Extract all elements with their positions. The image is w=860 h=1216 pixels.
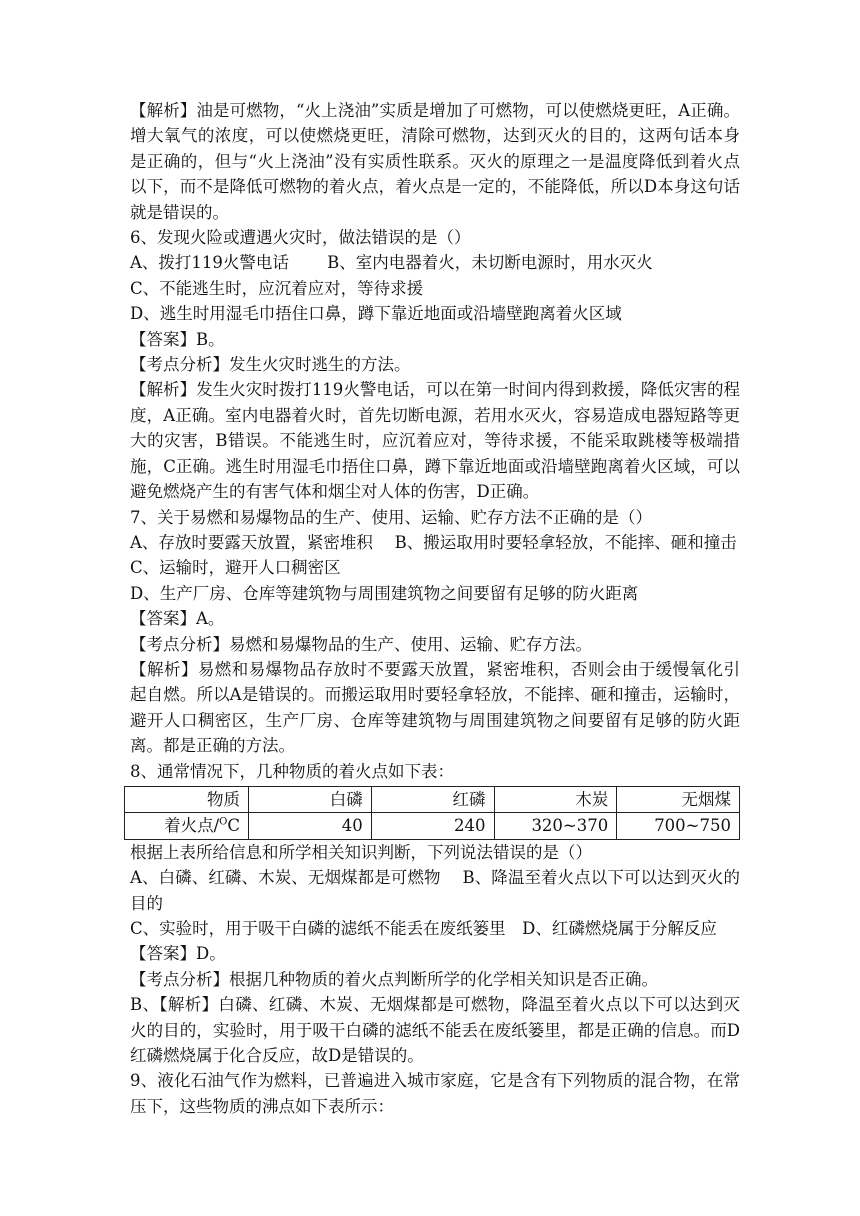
table-row-ignition-point xyxy=(125,813,740,839)
q6-point: 【考点分析】发生火灾时逃生的方法。 xyxy=(130,355,411,375)
q7-option-c: C、运输时，避开人口稠密区 xyxy=(130,558,341,578)
table-cell-charcoal: 木炭 xyxy=(494,786,617,812)
q6-option-d: D、逃生时用湿毛巾捂住口鼻，蹲下靠近地面或沿墙壁跑离着火区域 xyxy=(130,304,622,324)
ignition-point-label: 着火点/ xyxy=(164,816,220,836)
q7-analysis: 【解析】易燃和易爆物品存放时不要露天放置，紧密堆积，否则会由于缓慢氧化引起自燃。所以A是错误的。而搬运取用时要轻拿轻放，不能摔、砸和撞击，运输时，避开人口稠密区，生产厂房、仓库等建筑物与周围建筑物之间要留有足够的防火距离。都是正确的方法。 xyxy=(130,659,740,756)
unit-superscript: O xyxy=(219,816,228,828)
table-value-red-phosphorus: 240 xyxy=(371,813,494,839)
ignition-point-table xyxy=(124,786,740,840)
anthracite-label: 无烟煤 xyxy=(681,789,731,809)
q7-option-d: D、生产厂房、仓库等建筑物与周围建筑物之间要留有足够的防火距离 xyxy=(130,583,639,603)
table-header-substance: 物质 xyxy=(125,786,249,812)
table-value-white-phosphorus: 40 xyxy=(249,813,372,839)
q6-question: 6、发现火险或遭遇火灾时，做法错误的是（） xyxy=(130,228,471,248)
q8-question: 8、通常情况下，几种物质的着火点如下表： xyxy=(130,761,454,781)
q8-option-cd: C、实验时，用于吸干白磷的滤纸不能丢在废纸篓里 D、红磷燃烧属于分解反应 xyxy=(130,919,717,938)
q9-question: 9、液化石油气作为燃料，已普遍进入城市家庭，它是含有下列物质的混合物，在常压下，这些物质的沸点如下表所示： xyxy=(130,1071,740,1116)
q6-analysis: 【解析】发生火灾时拨打119火警电话，可以在第一时间内得到救援，降低灾害的程度，A正确。室内电器着火时，首先切断电源，若用水灭火，容易造成电器短路等更大的灾害，B错误。不能逃生时，应沉着应对，等待求援，不能采取跳楼等极端措施，C正确。逃生时用湿毛巾捂住口鼻，蹲下靠近地面或沿墙壁跑离着火区域，可以避免燃烧产生的有害气体和烟尘对人体的伤害，D正确。 xyxy=(130,380,740,502)
q8-analysis: B、【解析】白磷、红磷、木炭、无烟煤都是可燃物，降温至着火点以下可以达到灭火的目的，实验时，用于吸干白磷的滤纸不能丢在废纸篓里，都是正确的信息。而D红磷燃烧属于化合反应，故D是错误的。 xyxy=(130,995,740,1066)
q7-question: 7、关于易燃和易爆物品的生产、使用、运输、贮存方法不正确的是（） xyxy=(130,507,652,527)
q6-option-ab: A、拨打119火警电话 B、室内电器着火，未切断电源时，用水灭火 xyxy=(130,253,653,273)
table-header-ignition-point xyxy=(125,813,249,839)
q8-option-ab: A、白磷、红磷、木炭、无烟煤都是可燃物 B、降温至着火点以下可以达到灭火的目的 xyxy=(130,868,740,913)
table-cell-white-phosphorus: 白磷 xyxy=(249,786,372,812)
table-cell-anthracite xyxy=(617,786,740,812)
q7-answer: 【答案】A。 xyxy=(130,609,225,629)
table-value-charcoal: 320~370 xyxy=(494,813,617,839)
q7-option-ab: A、存放时要露天放置，紧密堆积 B、搬运取用时要轻拿轻放，不能摔、砸和撞击 xyxy=(130,532,737,552)
unit-label: C xyxy=(227,816,240,836)
q5-analysis: 【解析】油是可燃物，“火上浇油”实质是增加了可燃物，可以使燃烧更旺，A正确。增大氧气的浓度，可以使燃烧更旺，清除可燃物，达到灭火的目的，这两句话本身是正确的，但与“火上浇油”没有实质性联系。灭火的原理之一是温度降低到着火点以下，而不是降低可燃物的着火点，着火点是一定的，不能降低，所以D本身这句话就是错误的。 xyxy=(130,101,740,222)
q8-prompt: 根据上表所给信息和所学相关知识判断，下列说法错误的是（） xyxy=(130,842,592,862)
table-value-anthracite: 700~750 xyxy=(617,813,740,839)
table-row-substance xyxy=(125,786,740,812)
q6-option-c: C、不能逃生时，应沉着应对，等待求援 xyxy=(130,278,424,298)
table-cell-red-phosphorus: 红磷 xyxy=(371,786,494,812)
document-page xyxy=(130,98,740,1119)
q8-point: 【考点分析】根据几种物质的着火点判断所学的化学相关知识是否正确。 xyxy=(130,969,658,989)
q8-answer: 【答案】D。 xyxy=(130,944,226,964)
q7-point: 【考点分析】易燃和易爆物品的生产、使用、运输、贮存方法。 xyxy=(130,634,592,654)
q6-answer: 【答案】B。 xyxy=(130,329,225,349)
